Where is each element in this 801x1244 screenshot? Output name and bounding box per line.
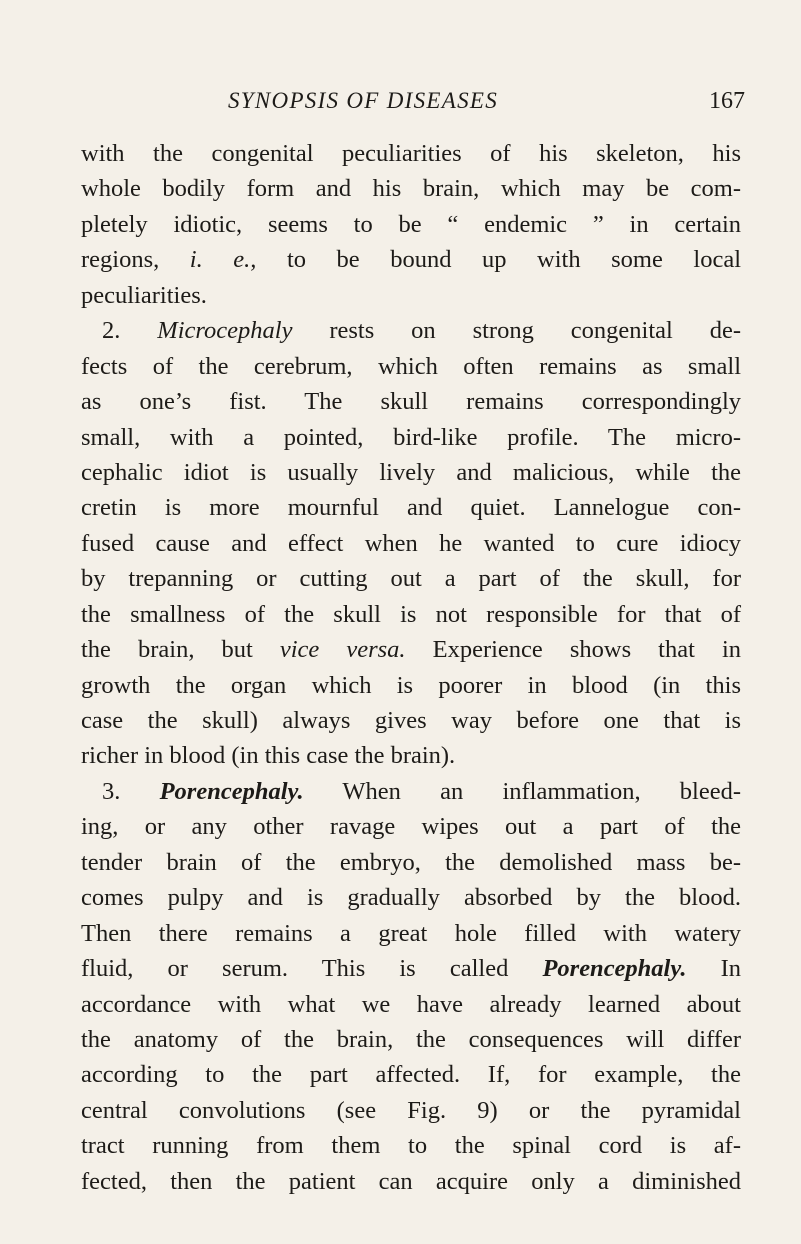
page-number: 167 — [709, 88, 745, 114]
text-line — [81, 951, 741, 986]
italic-run: vice versa. — [279, 636, 406, 664]
text-run: ing, or any other ravage wipes out a part of the — [81, 813, 741, 841]
text-line — [81, 349, 741, 384]
text-run: as one’s fist. The skull remains correspondingly — [81, 388, 741, 416]
text-run: fected, then the patient can acquire only a diminished — [81, 1167, 741, 1195]
text-line — [81, 916, 741, 951]
running-head — [0, 88, 801, 122]
text-line — [81, 1164, 741, 1199]
text-line — [81, 1128, 741, 1163]
text-line — [81, 738, 741, 773]
text-run: central convolutions (see Fig. 9) or the pyramidal — [81, 1096, 741, 1124]
text-run: 3. — [102, 777, 160, 805]
text-line — [81, 632, 741, 667]
text-run: case the skull) always gives way before one that is — [81, 707, 741, 734]
text-line — [81, 668, 741, 703]
text-run: cretin is more mournful and quiet. Lannelogue con- — [81, 494, 741, 522]
text-run: by trepanning or cutting out a part of the skull, for — [81, 565, 741, 593]
text-run: the anatomy of the brain, the consequences will differ — [81, 1025, 741, 1053]
text-run: fects of the cerebrum, which often remains as small — [81, 352, 741, 380]
text-line — [81, 1022, 741, 1057]
italic-run: Microcephaly — [157, 317, 293, 345]
text-line — [81, 809, 741, 844]
text-run: In — [686, 955, 741, 983]
text-line — [81, 242, 741, 277]
text-line — [81, 845, 741, 880]
text-line — [81, 207, 741, 242]
text-run: richer in blood (in this case the brain). — [81, 742, 456, 770]
text-line — [81, 420, 741, 455]
text-run: regions, — [81, 246, 190, 274]
text-run: peculiarities. — [81, 281, 207, 309]
text-run: When an inflammation, bleed- — [303, 777, 741, 805]
text-run: to be bound up with some local — [256, 246, 742, 274]
text-run: Experience shows that in — [405, 636, 742, 664]
text-run: pletely idiotic, seems to be “ endemic ” in certain — [81, 210, 741, 238]
text-line — [81, 597, 741, 632]
text-run: Then there remains a great hole filled with watery — [81, 919, 741, 947]
text-run: comes pulpy and is gradually absorbed by the blood. — [81, 884, 741, 912]
text-run: fluid, or serum. This is called — [81, 955, 543, 983]
bold-italic-run: Porencephaly. — [159, 777, 304, 805]
text-line — [81, 880, 741, 915]
text-run: with the congenital peculiarities of his skeleton, his — [81, 140, 741, 167]
bold-italic-run: Porencephaly. — [542, 955, 687, 983]
text-line — [81, 171, 741, 206]
text-line — [81, 384, 741, 419]
body-text — [81, 136, 741, 1199]
text-line — [81, 1093, 741, 1128]
text-line — [81, 455, 741, 490]
text-line — [81, 136, 741, 171]
text-line — [81, 490, 741, 525]
text-line — [81, 561, 741, 596]
text-line — [81, 774, 741, 809]
text-line — [81, 1057, 741, 1092]
text-run: rests on strong congenital de- — [292, 317, 741, 345]
text-run: the smallness of the skull is not responsible for that of — [81, 600, 741, 628]
text-run: fused cause and effect when he wanted to cure idiocy — [81, 529, 741, 557]
text-line — [81, 987, 741, 1022]
text-run: the brain, but — [81, 636, 280, 664]
text-run: tract running from them to the spinal cord is af- — [81, 1132, 741, 1160]
text-line — [81, 703, 741, 738]
running-title: SYNOPSIS OF DISEASES — [228, 88, 499, 113]
text-run: tender brain of the embryo, the demolished mass be- — [81, 848, 741, 876]
text-line — [81, 526, 741, 561]
text-run: according to the part affected. If, for example, the — [81, 1061, 741, 1089]
text-run: cephalic idiot is usually lively and malicious, while the — [81, 458, 741, 486]
italic-run: i. e., — [189, 246, 257, 274]
text-run: whole bodily form and his brain, which may be com- — [81, 175, 741, 203]
text-run: accordance with what we have already learned about — [81, 990, 741, 1018]
text-line — [81, 278, 741, 313]
text-line — [81, 313, 741, 348]
text-run: growth the organ which is poorer in blood (in this — [81, 671, 741, 699]
text-run: small, with a pointed, bird-like profile. The micro- — [81, 423, 741, 451]
text-run: 2. — [102, 317, 158, 345]
